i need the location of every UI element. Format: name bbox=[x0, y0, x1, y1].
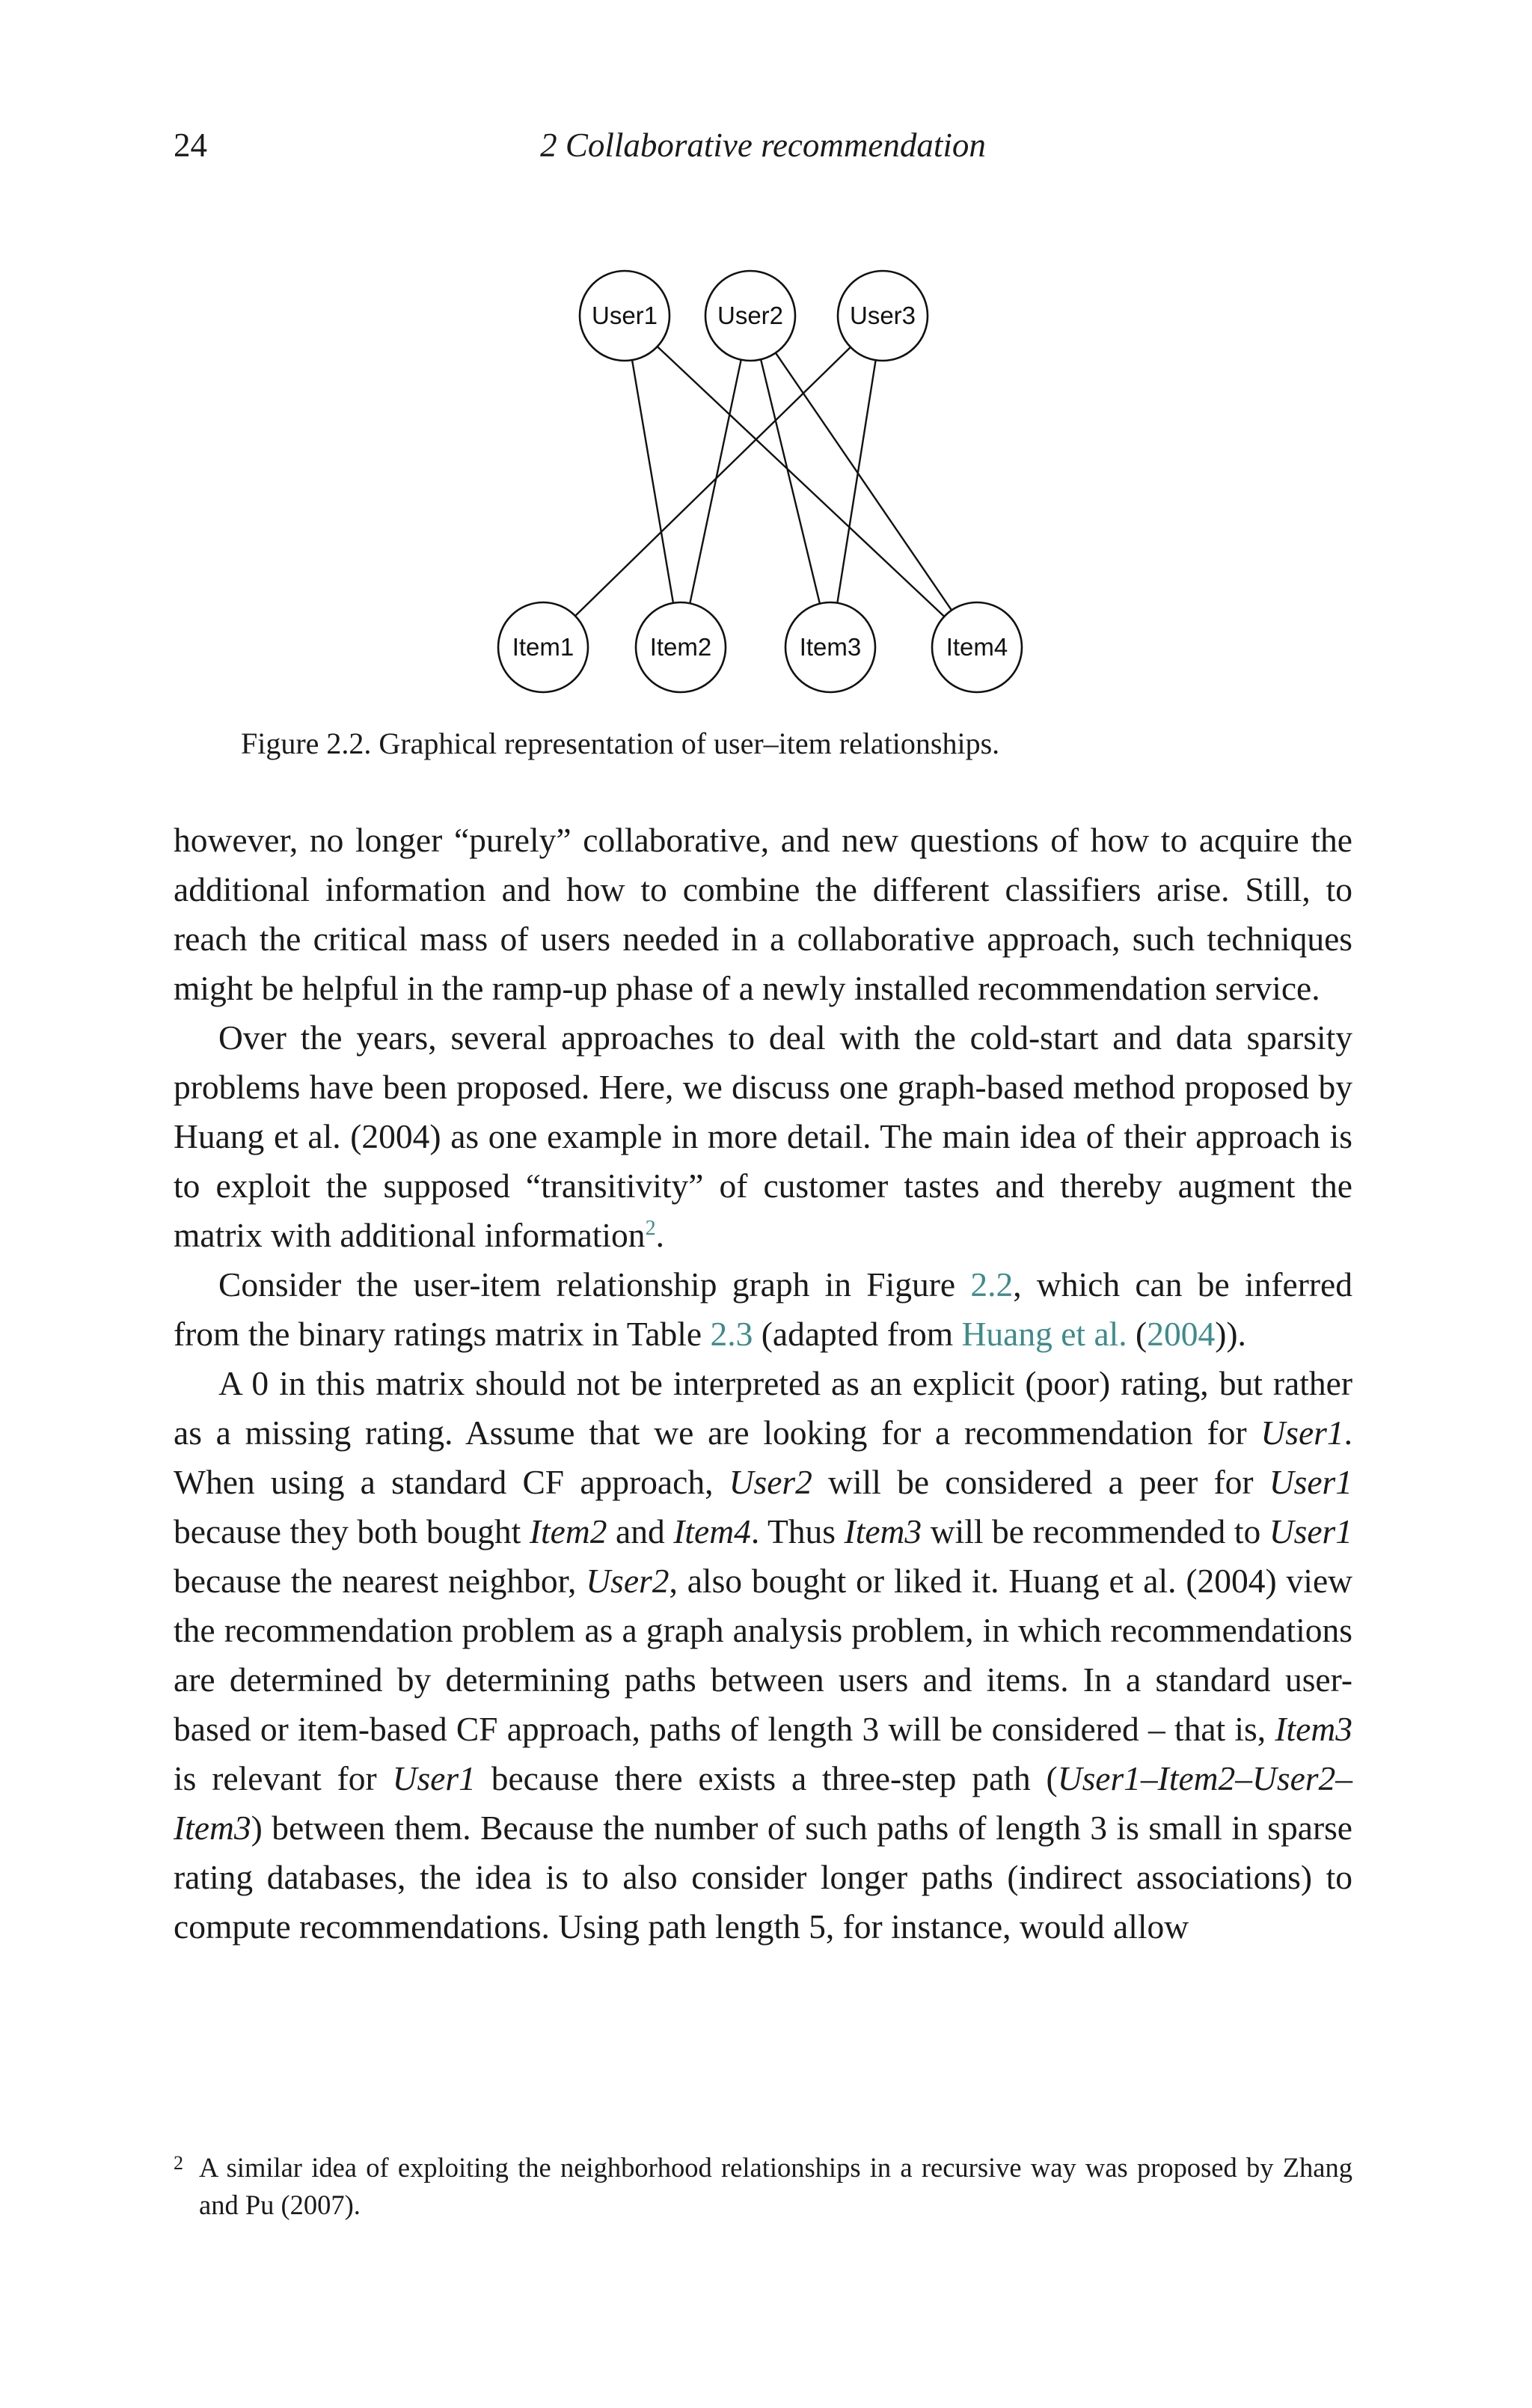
node-label: Item1 bbox=[512, 633, 574, 661]
node-user1 bbox=[580, 271, 670, 361]
node-item2 bbox=[636, 602, 726, 692]
node-label: User1 bbox=[591, 302, 658, 329]
node-label: Item4 bbox=[946, 633, 1008, 661]
node-user2 bbox=[705, 271, 795, 361]
node-label: Item3 bbox=[799, 633, 862, 661]
page-number: 24 bbox=[174, 126, 207, 164]
figure-user-item-graph bbox=[0, 0, 1532, 748]
footnote-ref[interactable]: 2 bbox=[645, 1217, 656, 1240]
figure-ref-link[interactable]: 2.2 bbox=[970, 1265, 1014, 1304]
edge-user3-item3 bbox=[837, 360, 875, 602]
node-user3 bbox=[838, 271, 928, 361]
citation-year-link[interactable]: 2004 bbox=[1147, 1315, 1216, 1353]
edge-user2-item2 bbox=[690, 360, 741, 604]
paragraph-2: Over the years, several approaches to deal with the cold-start and data sparsity problems have been proposed. Here, we discuss one graph-based method proposed by Huang et al. (2004) as one example in more detail. The main idea of their approach is to exploit the supposed “transitivity” of customer tastes and thereby augment the matrix with additional information$^2$. bbox=[174, 1018, 1352, 1254]
body-text bbox=[174, 816, 1352, 1952]
node-item1 bbox=[498, 602, 588, 692]
footnote bbox=[174, 2149, 1352, 2224]
node-item3 bbox=[785, 602, 875, 692]
figure-caption: Figure 2.2. Graphical representation of user–item relationships. bbox=[241, 727, 1000, 760]
node-label: Item2 bbox=[649, 633, 712, 661]
paragraph-2-text: Over the years, several approaches to deal with the cold-start and data sparsity problems have been proposed. Here, we discuss one graph-based method proposed by Huang et al. (2004) as one example in more detail. The main idea of their approach is to exploit the supposed “transitivity” of customer tastes and thereby augment the matrix with additional information bbox=[174, 1018, 1352, 1254]
edge-user2-item3 bbox=[761, 359, 820, 603]
paragraph-1: however, no longer “purely” collaborative, and new questions of how to acquire the additional information and how to combine the different classifiers arise. Still, to reach the critical mass of users needed in a collaborative approach, such techniques might be helpful in the ramp-up phase of a newly installed recommendation service. bbox=[174, 821, 1352, 1007]
footnote-mark: 2 bbox=[174, 2152, 183, 2174]
graph-svg bbox=[0, 0, 1532, 748]
edge-user1-item2 bbox=[632, 360, 673, 603]
paragraph-3: Consider the user-item relationship graph in Figure 2.2, which can be inferred from the binary ratings matrix in Table 2.3 (adapted from Huang et al. (2004)). bbox=[174, 1265, 1352, 1353]
edge-user3-item1 bbox=[575, 347, 851, 616]
footnote-text: A similar idea of exploiting the neighborhood relationships in a recursive way was proposed by Zhang and Pu (2007). bbox=[199, 2152, 1352, 2220]
node-label: User2 bbox=[717, 302, 784, 329]
paragraph-4: A 0 in this matrix should not be interpreted as an explicit (poor) rating, but rather as a missing rating. Assume that we are looking for a recommendation for User1. When using a standard CF approach, User2 will be considered a peer for User1 because they both bought Item2 and Item4. Thus Item3 will be recommended to User1 because the nearest neighbor, User2, also bought or liked it. Huang et al. (2004) view the recommendation problem as a graph analysis problem, in which recommendations are determined by determining paths between users and items. In a standard user-based or item-based CF approach, paths of length 3 will be considered – that is, Item3 is relevant for User1 because there exists a three-step path (User1–Item2–User2–Item3) between them. Because the number of such paths of length 3 is small in sparse rating databases, the idea is to also consider longer paths (indirect associations) to compute recommendations. Using path length 5, for instance, would allow bbox=[174, 1364, 1353, 1946]
citation-authors-link[interactable]: Huang et al. bbox=[961, 1315, 1127, 1353]
node-item4 bbox=[932, 602, 1022, 692]
running-title: 2 Collaborative recommendation bbox=[540, 126, 986, 164]
edge-user1-item4 bbox=[658, 346, 945, 617]
node-label: User3 bbox=[849, 302, 916, 329]
table-ref-link[interactable]: 2.3 bbox=[710, 1315, 753, 1353]
